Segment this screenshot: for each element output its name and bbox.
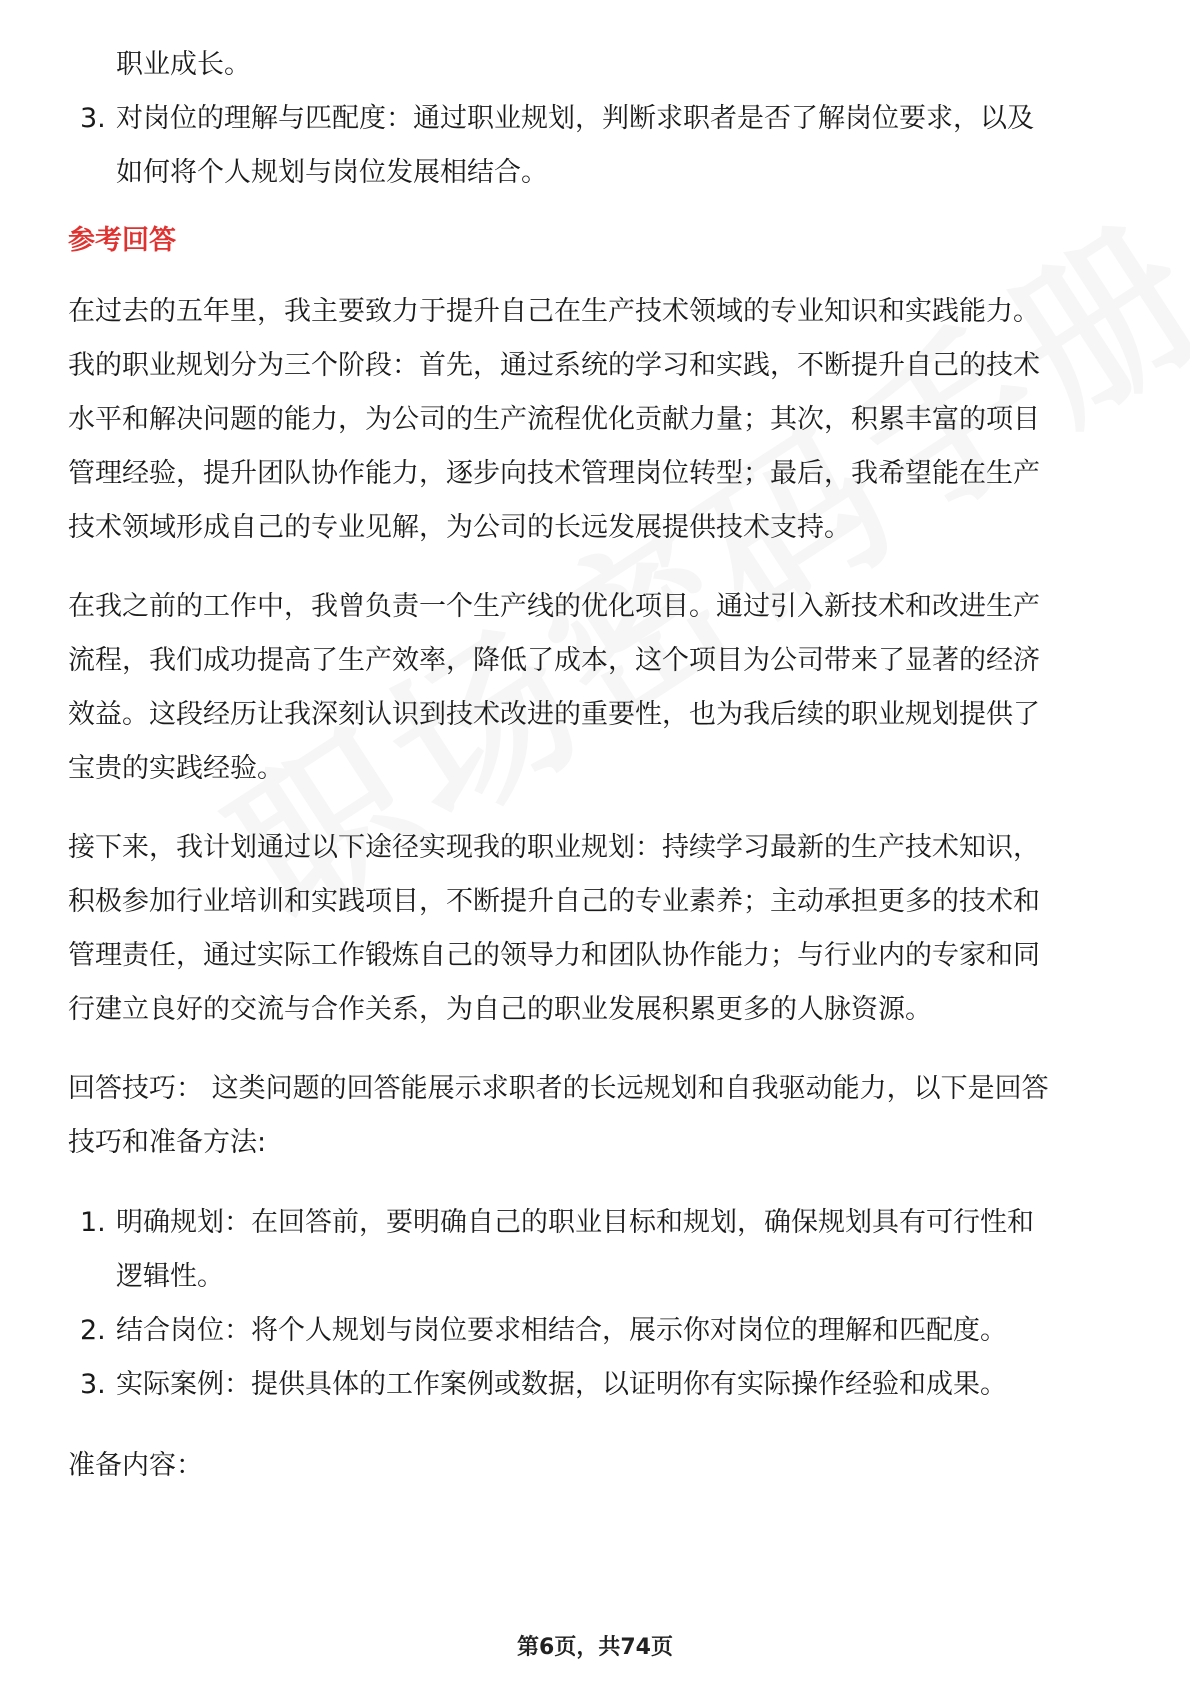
- tips-line: 回答技巧： 这类问题的回答能展示求职者的长远规划和自我驱动能力，以下是回答: [68, 1073, 1049, 1104]
- page-footer: 第6页，共74页: [517, 1635, 673, 1660]
- tips-list-number: 3.: [80, 1369, 106, 1400]
- tips-list-number: 2.: [80, 1315, 106, 1346]
- list-item-number: 3.: [80, 103, 106, 134]
- paragraph-line: 技术领域形成自己的专业见解，为公司的长远发展提供技术支持。: [68, 512, 851, 543]
- list-item-text: 如何将个人规划与岗位发展相结合。: [116, 157, 548, 188]
- paragraph-line: 在过去的五年里，我主要致力于提升自己在生产技术领域的专业知识和实践能力。: [68, 296, 1040, 327]
- paragraph-line: 流程，我们成功提高了生产效率，降低了成本，这个项目为公司带来了显著的经济: [68, 645, 1040, 676]
- tips-line: 技巧和准备方法:: [68, 1127, 267, 1158]
- paragraph-line: 积极参加行业培训和实践项目，不断提升自己的专业素养；主动承担更多的技术和: [68, 886, 1040, 917]
- paragraph-line: 我的职业规划分为三个阶段：首先，通过系统的学习和实践，不断提升自己的技术: [68, 350, 1040, 381]
- paragraph-line: 接下来，我计划通过以下途径实现我的职业规划：持续学习最新的生产技术知识，: [68, 832, 1040, 863]
- tips-list-number: 1.: [80, 1207, 106, 1238]
- paragraph-line: 在我之前的工作中，我曾负责一个生产线的优化项目。通过引入新技术和改进生产: [68, 591, 1040, 622]
- tips-list-text: 逻辑性。: [116, 1261, 224, 1292]
- paragraph-line: 管理经验，提升团队协作能力，逐步向技术管理岗位转型；最后，我希望能在生产: [68, 458, 1040, 489]
- paragraph-line: 宝贵的实践经验。: [68, 753, 284, 784]
- paragraph-line: 水平和解决问题的能力，为公司的生产流程优化贡献力量；其次，积累丰富的项目: [68, 404, 1040, 435]
- list-item-text: 对岗位的理解与匹配度：通过职业规划，判断求职者是否了解岗位要求，以及: [116, 103, 1034, 134]
- paragraph-line: 效益。这段经历让我深刻认识到技术改进的重要性，也为我后续的职业规划提供了: [68, 699, 1040, 730]
- paragraph-line: 行建立良好的交流与合作关系，为自己的职业发展积累更多的人脉资源。: [68, 994, 932, 1025]
- paragraph-line: 管理责任，通过实际工作锻炼自己的领导力和团队协作能力；与行业内的专家和同: [68, 940, 1040, 971]
- tips-list-text: 结合岗位：将个人规划与岗位要求相结合，展示你对岗位的理解和匹配度。: [116, 1315, 1007, 1346]
- tips-list-text: 实际案例：提供具体的工作案例或数据，以证明你有实际操作经验和成果。: [116, 1369, 1007, 1400]
- tips-list-text: 明确规划：在回答前，要明确自己的职业目标和规划，确保规划具有可行性和: [116, 1207, 1034, 1238]
- continuation-line: 职业成长。: [116, 49, 251, 80]
- prep-heading: 准备内容：: [68, 1450, 203, 1481]
- section-heading: 参考回答: [68, 225, 176, 256]
